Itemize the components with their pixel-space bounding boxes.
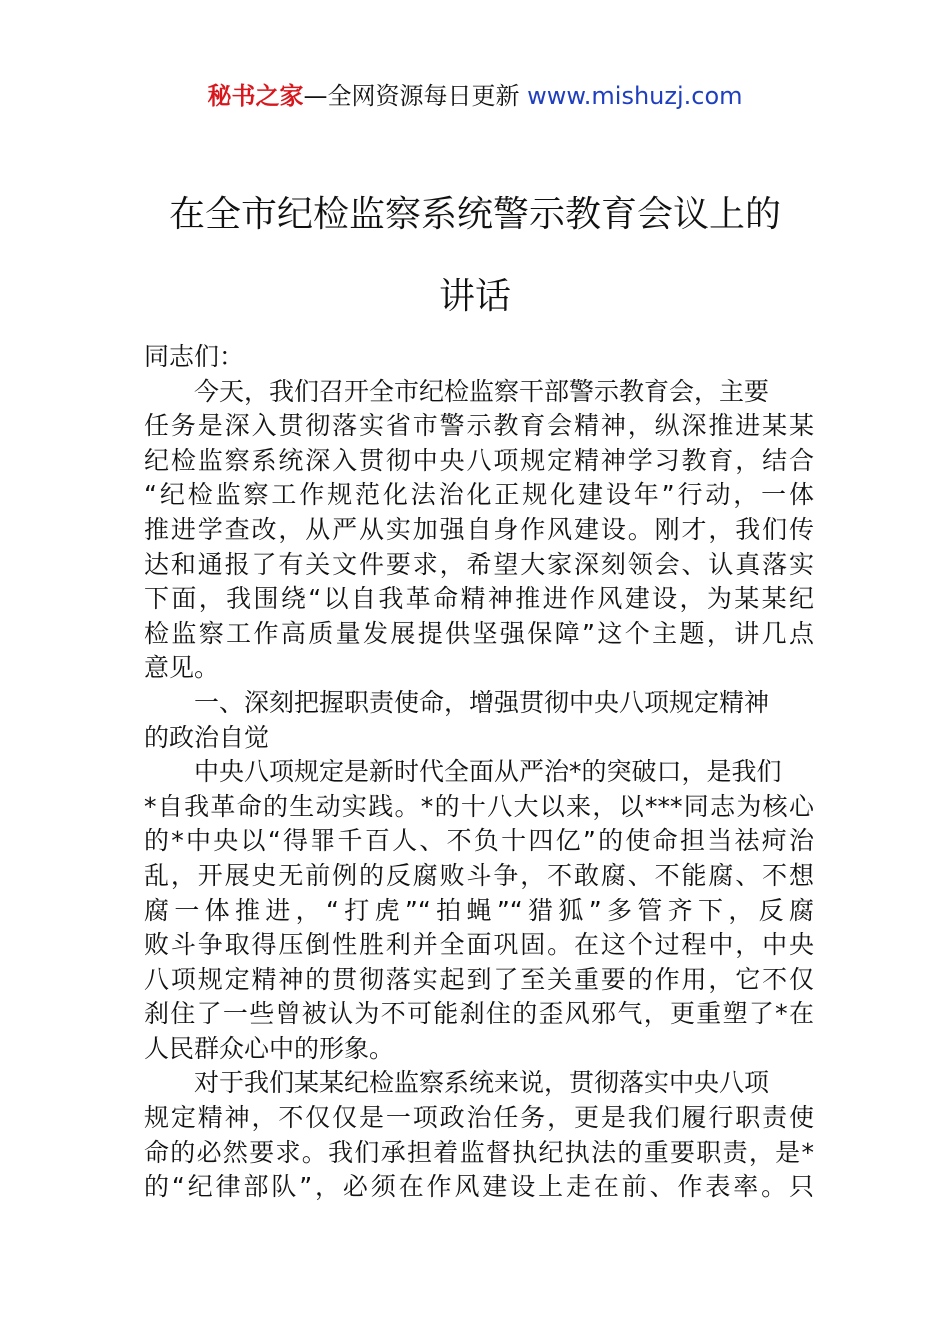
- site-brand: 秘书之家: [207, 82, 304, 110]
- body-line: 达和通报了有关文件要求，希望大家深刻领会、认真落实: [144, 549, 814, 579]
- body-line: 今天，我们召开全市纪检监察干部警示教育会，主要: [144, 376, 770, 406]
- section-heading-line: 一、深刻把握职责使命，增强贯彻中央八项规定精神: [144, 687, 770, 717]
- document-title: [0, 174, 950, 338]
- body-line: 乱，开展史无前例的反腐败斗争，不敢腐、不能腐、不想: [144, 860, 814, 890]
- body-line: 规定精神，不仅仅是一项政治任务，更是我们履行职责使: [144, 1103, 814, 1133]
- body-line: 纪检监察系统深入贯彻中央八项规定精神学习教育，结合: [144, 445, 814, 475]
- body-line: 腐一体推进，“打虎”“拍蝇”“猎狐”多管齐下，反腐: [144, 895, 814, 925]
- body-line: 下面，我围绕“以自我革命精神推进作风建设，为某某纪: [144, 584, 814, 614]
- body-line: 对于我们某某纪检监察系统来说，贯彻落实中央八项: [144, 1068, 770, 1098]
- body-line: 的*中央以“得罪千百人、不负十四亿”的使命担当祛疴治: [144, 826, 814, 856]
- body-line: 推进学查改，从严从实加强自身作风建设。刚才，我们传: [144, 514, 814, 544]
- document-body: [144, 340, 814, 1205]
- section-heading-line: 的政治自觉: [144, 722, 270, 752]
- body-line: *自我革命的生动实践。*的十八大以来，以***同志为核心: [144, 791, 814, 821]
- body-line: 检监察工作高质量发展提供坚强保障”这个主题，讲几点: [144, 618, 814, 648]
- body-line: 败斗争取得压倒性胜利并全面巩固。在这个过程中，中央: [144, 930, 814, 960]
- body-line: 命的必然要求。我们承担着监督执纪执法的重要职责，是*: [144, 1137, 814, 1167]
- body-line: 中央八项规定是新时代全面从严治*的突破口，是我们: [144, 757, 782, 787]
- body-line: “纪检监察工作规范化法治化正规化建设年”行动，一体: [144, 480, 814, 510]
- body-line: 的“纪律部队”，必须在作风建设上走在前、作表率。只: [144, 1172, 814, 1202]
- body-line: 刹住了一些曾被认为不可能刹住的歪风邪气，更重塑了*在: [144, 999, 814, 1029]
- body-line: 八项规定精神的贯彻落实起到了至关重要的作用，它不仅: [144, 964, 814, 994]
- body-line: 人民群众心中的形象。: [144, 1033, 395, 1063]
- site-header: [0, 78, 950, 114]
- body-line: 意见。: [144, 653, 220, 683]
- body-line: 同志们：: [144, 342, 245, 371]
- document-title-line: 讲话: [438, 276, 511, 317]
- document-title-line: 在全市纪检监察系统警示教育会议上的: [168, 194, 781, 235]
- body-line: 任务是深入贯彻落实省市警示教育会精神，纵深推进某某: [144, 411, 814, 441]
- site-url-link[interactable]: www.mishuzj.com: [527, 82, 743, 110]
- site-tagline: —全网资源每日更新: [303, 82, 528, 110]
